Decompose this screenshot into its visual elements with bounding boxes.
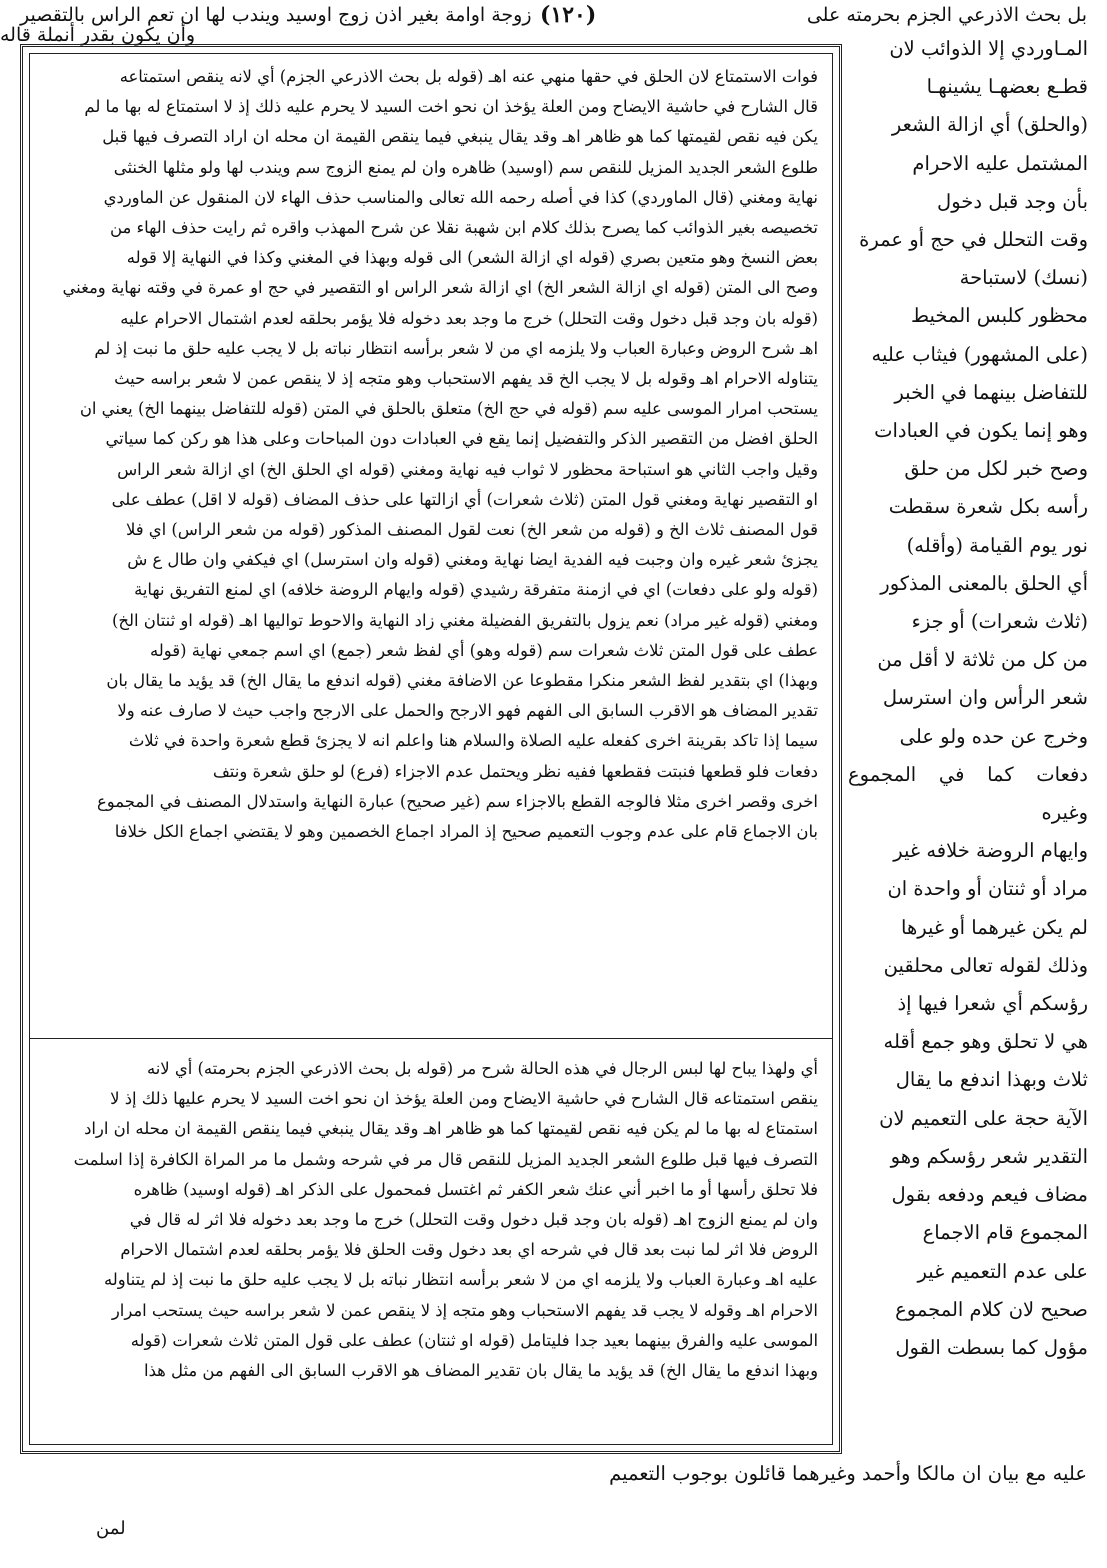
matn-line: للتفاضل بينهما في الخبر	[894, 380, 1088, 404]
matn-line: المـاوردي إلا الذوائب لان	[889, 37, 1088, 60]
commentary-line: فوات الاستمتاع لان الحلق في حقها منهي عنه اهـ (قوله بل بحث الاذرعي الجزم) أي لانه ينقص استمتاعه	[119, 67, 818, 86]
matn-side-column	[848, 30, 1088, 1450]
commentary-line: ينقص استمتاعه قال الشارح في حاشية الايضاح ومن العلة يؤخذ ان نحو اخت السيد لا يحرم عليها ذلك إذ لا	[110, 1089, 818, 1109]
commentary-divider	[30, 1038, 832, 1039]
matn-line: من كل من ثلاثة لا أقل من	[877, 648, 1088, 672]
matn-line: نور يوم القيامة (وأقله)	[906, 533, 1088, 557]
matn-line: وايهام الروضة خلافه غير	[893, 839, 1088, 863]
commentary-line: الروض فلا اثر لما نبت بعد قال في شرحه اي بعد دخول وقت الحلق فلا يؤمر بحلقه لعدم اشتمال الاحرام	[120, 1240, 818, 1260]
commentary-line: يستحب امرار الموسى عليه سم (قوله في حج الخ) متعلق بالحلق في المتن (قوله للتفاضل بينهما الخ) يعني ان	[79, 399, 818, 419]
matn-line: (والحلق) أي ازالة الشعر	[891, 113, 1088, 137]
commentary-line: وبهذا) اي بتقدير لفظ الشعر منكرا مقطوعا عن الاضافة مغني (قوله اندفع ما يقال الخ) قد يؤيد ما يقال بان	[106, 671, 818, 691]
commentary-line: تخصيصه بغير الذوائب كما يصرح بذلك كلام ابن شهبة نقلا عن شرح المهذب واقره ثم رايت حذف الهاء من	[110, 218, 818, 238]
commentary-line: وصح الى المتن (قوله اي ازالة الشعر الخ) اي ازالة شعر الراس او التقصير في حج او عمرة في وقته نهاية ومغني	[62, 278, 818, 298]
matn-line: على عدم التعميم غير	[917, 1259, 1088, 1283]
commentary-frame-inner	[29, 53, 833, 1445]
matn-line: وخرج عن حده ولو على	[899, 724, 1088, 748]
commentary-line: الموسى عليه والفرق بينهما بعيد جدا فليتامل (قوله او ثنتان) عطف على قول المتن ثلاث شعرات (قوله	[130, 1330, 818, 1350]
commentary-line: بان الاجماع قام على عدم وجوب التعميم صحيح إذ المراد اجماع الخصمين وهو لا يقتضي اجماع الكل خلافا	[114, 822, 818, 842]
commentary-line: يكن فيه نقص لقيمتها كما هو ظاهر اهـ وقد يقال ينبغي فيما ينقص القيمة ان محله ان اراد التصرف فيها قبل	[102, 127, 818, 147]
matn-line: التقدير شعر رؤسكم وهو	[890, 1144, 1088, 1168]
commentary-line: فلا تحلق رأسها أو ما اخبر أني عنك شعر الكفر ثم اغتسل فمحمول على الذكر اهـ (قوله اوسيد) ظاهره	[133, 1179, 818, 1199]
commentary-line: تقدير المضاف هو الاقرب السابق الى الفهم فهو الارجح والحمل على الارجح واجب حيث لا صارف عنه ولا	[117, 701, 818, 721]
header-running-text-left: زوجة اوامة بغير اذن زوج اوسيد ويندب لها ان تعم الراس بالتقصير	[20, 4, 532, 26]
matn-line: شعر الرأس وان استرسل	[882, 686, 1088, 710]
commentary-line: (قوله بان وجد قبل دخول وقت التحلل) خرج ما وجد بعد دخوله فلا يؤمر بحلقه لعدم اشتمال الاحرام عليه	[120, 308, 818, 328]
commentary-line: اخرى وقصر اخرى مثلا فالوجه القطع بالاجزاء سم (غير صحيح) عبارة النهاية واستدلال المصنف في المجموع	[97, 791, 818, 811]
commentary-line: ومغني (قوله غير مراد) نعم يزول بالتفريق الفضيلة مغني زاد النهاية والاحوط توالیها اهـ (قوله او ثنتان الخ)	[111, 610, 818, 630]
commentary-line: اهـ شرح الروض وعبارة العباب ولا يلزمه اي من لا شعر برأسه انتظار نباته بل لا يجب عليه حلق ما نبت إذ لم	[94, 338, 818, 358]
matn-line: وذلك لقوله تعالى محلقين	[883, 953, 1088, 977]
matn-line: مراد أو ثنتان أو واحدة ان	[887, 877, 1088, 901]
commentary-line: الحلق افضل من التقصير الذكر والتفضيل إنما يقع في العبادات دون المباحات وعلى هذا هو ركن كما سياتي	[105, 429, 818, 449]
commentary-line: قول المصنف ثلاث الخ و (قوله من شعر الخ) نعت لقول المصنف المذكور (قوله من شعر الراس) اي فلا	[125, 520, 818, 540]
matn-line: المشتمل عليه الاحرام	[912, 151, 1088, 175]
matn-line: (ثلاث شعرات) أو جزء	[911, 610, 1088, 634]
matn-line: بأن وجد قبل دخول	[937, 189, 1088, 213]
matn-line: المجموع قام الاجماع	[922, 1221, 1088, 1245]
commentary-line: يجزئ شعر غيره وان وجبت فيه الفدية ايضا نهاية ومغني (قوله وان استرسل) اي فيكفي وان طال ع ش	[127, 550, 818, 570]
matn-line: مؤول كما بسطت القول	[895, 1335, 1088, 1359]
matn-line: وصح خبر لكل من حلق	[904, 457, 1088, 481]
commentary-line: أي ولهذا يباح لها لبس الرجال في هذه الحالة شرح مر (قوله بل بحث الاذرعي الجزم بحرمته) أي لانه	[146, 1059, 818, 1078]
matn-continuation-line: عليه مع بيان ان مالكا وأحمد وغيرهما قائلون بوجوب التعميم	[609, 1462, 1087, 1485]
commentary-line: سيما إذا تاكد بقرينة اخرى كفعله عليه الصلاة والسلام هنا واعلم انه لا يجزئ قطع شعرة واحدة في ثلاث	[128, 731, 818, 751]
commentary-line: وبهذا اندفع ما يقال الخ) قد يؤيد ما يقال بان تقدير المضاف هو الاقرب السابق الى الفهم من مثل هذا	[144, 1361, 818, 1381]
commentary-line: يتناوله الاحرام اهـ وقوله بل لا يجب الخ قد يفهم الاستحباب وهو متجه إذ لا ينقص عمن لا شعر براسه حيث	[114, 369, 818, 389]
commentary-line: او التقصير نهاية ومغني قول المتن (ثلاث شعرات) أي ازالتها على حذف المضاف (قوله لا اقل) عطف على	[111, 489, 818, 509]
commentary-line: (قوله ولو على دفعات) اي في ازمنة متفرقة رشيدي (قوله وايهام الروضة خلافه) اي لمنع التفريق نهاية	[134, 580, 818, 600]
matn-line: رأسه بكل شعرة سقطت	[888, 495, 1088, 519]
matn-line: رؤسكم أي شعرا فيها إذ	[897, 992, 1088, 1016]
commentary-line: دفعات فلو قطعها فنبتت فقطعها ففيه نظر ويحتمل عدم الاجزاء (فرع) لو حلق شعرة ونتف	[212, 761, 818, 781]
commentary-line: وان لم يمنع الزوج اهـ (قوله بان وجد قبل دخول وقت التحلل) خرج ما وجد بعد دخوله فلا اثر له قال في	[129, 1210, 818, 1230]
commentary-line: عليه اهـ وعبارة العباب ولا يلزمه اي من لا شعر برأسه انتظار نباته بل لا يجب عليه حلق ما نبت إذ لم يتناوله	[103, 1270, 818, 1290]
commentary-line: استمتاع له بها ما لم يكن فيه نقص لقيمتها كما هو ظاهر اهـ وقد يقال ينبغي فيما ينقص القيمة ان محله ان اراد	[84, 1119, 818, 1139]
matn-line: محظور كلبس المخيط	[910, 304, 1088, 328]
matn-line: (على المشهور) فيثاب عليه	[871, 342, 1088, 366]
commentary-block-lower	[44, 1054, 818, 1424]
matn-line: قطـع بعضهـا يشينهـا	[926, 75, 1088, 99]
commentary-line: طلوع الشعر الجديد المزيل للنقص سم (اوسيد) ظاهره وان لم يمنع الزوج سم ويندب لها ولو مثلها الخنثى	[113, 157, 818, 177]
matn-line: مضاف فيعم ودفعه بقول	[891, 1183, 1088, 1207]
commentary-line: التصرف فيها قبل طلوع الشعر الجديد المزيل للنقص قال مر في شرحه وشمل ما مر المراة الكافرة إذا اسلمت	[73, 1149, 818, 1169]
matn-line: هي لا تحلق وهو جمع أقله	[883, 1030, 1088, 1054]
matn-line: الآية حجة على التعميم لان	[879, 1106, 1088, 1130]
commentary-line: عطف على قول المتن ثلاث شعرات سم (قوله وهو) أي لفظ شعر (جمع) اي اسم جمعي نهاية (قوله	[150, 640, 818, 660]
header-running-text-right: بل بحث الاذرعي الجزم بحرمته على	[806, 4, 1087, 26]
matn-line: صحيح لان كلام المجموع	[895, 1297, 1088, 1321]
commentary-frame	[20, 44, 842, 1454]
header-running-text-continuation: وأن يكون بقدر أنملة قاله	[0, 24, 196, 46]
matn-line: أي الحلق بالمعنى المذكور	[880, 571, 1088, 595]
matn-line: وهو إنما يكون في العبادات	[874, 419, 1088, 443]
commentary-block-upper	[44, 62, 818, 1022]
commentary-line: نهاية ومغني (قال الماوردي) كذا في أصله رحمه الله تعالى والمناسب حذف الهاء لان المنقول عن الماوردي	[103, 187, 818, 207]
matn-line: (نسك) لاستباحة	[959, 266, 1088, 290]
matn-line: وقت التحلل في حج أو عمرة	[859, 228, 1088, 252]
matn-line: ثلاث وبهذا اندفع ما يقال	[895, 1068, 1088, 1092]
commentary-line: قال الشارح في حاشية الايضاح ومن العلة يؤخذ ان نحو اخت السيد لا يحرم عليه ذلك إذ لا استمتاع له بها ما لم	[84, 97, 818, 117]
matn-line: دفعات كما في المجموع وغيره	[848, 762, 1088, 825]
commentary-line: الاحرام اهـ وقوله لا يجب قد يفهم الاستحباب وهو متجه إذ لا ينقص عمن لا شعر براسه حيث يستحب امرار	[111, 1300, 818, 1320]
commentary-line: وقيل واجب الثاني هو استباحة محظور لا ثواب فيه نهاية ومغني (قوله اي الحلق الخ) اي ازالة شعر الراس	[117, 459, 818, 479]
matn-line: لم يكن غيرهما أو غيرها	[901, 915, 1088, 939]
commentary-line: بعض النسخ وهو متعين بصري (قوله اي ازالة الشعر) الى قوله وبهذا في المغني وكذا في النهاية إلا قوله	[126, 248, 818, 268]
page-number: (١٢٠)	[540, 2, 597, 28]
catchword: لمن	[96, 1518, 126, 1539]
